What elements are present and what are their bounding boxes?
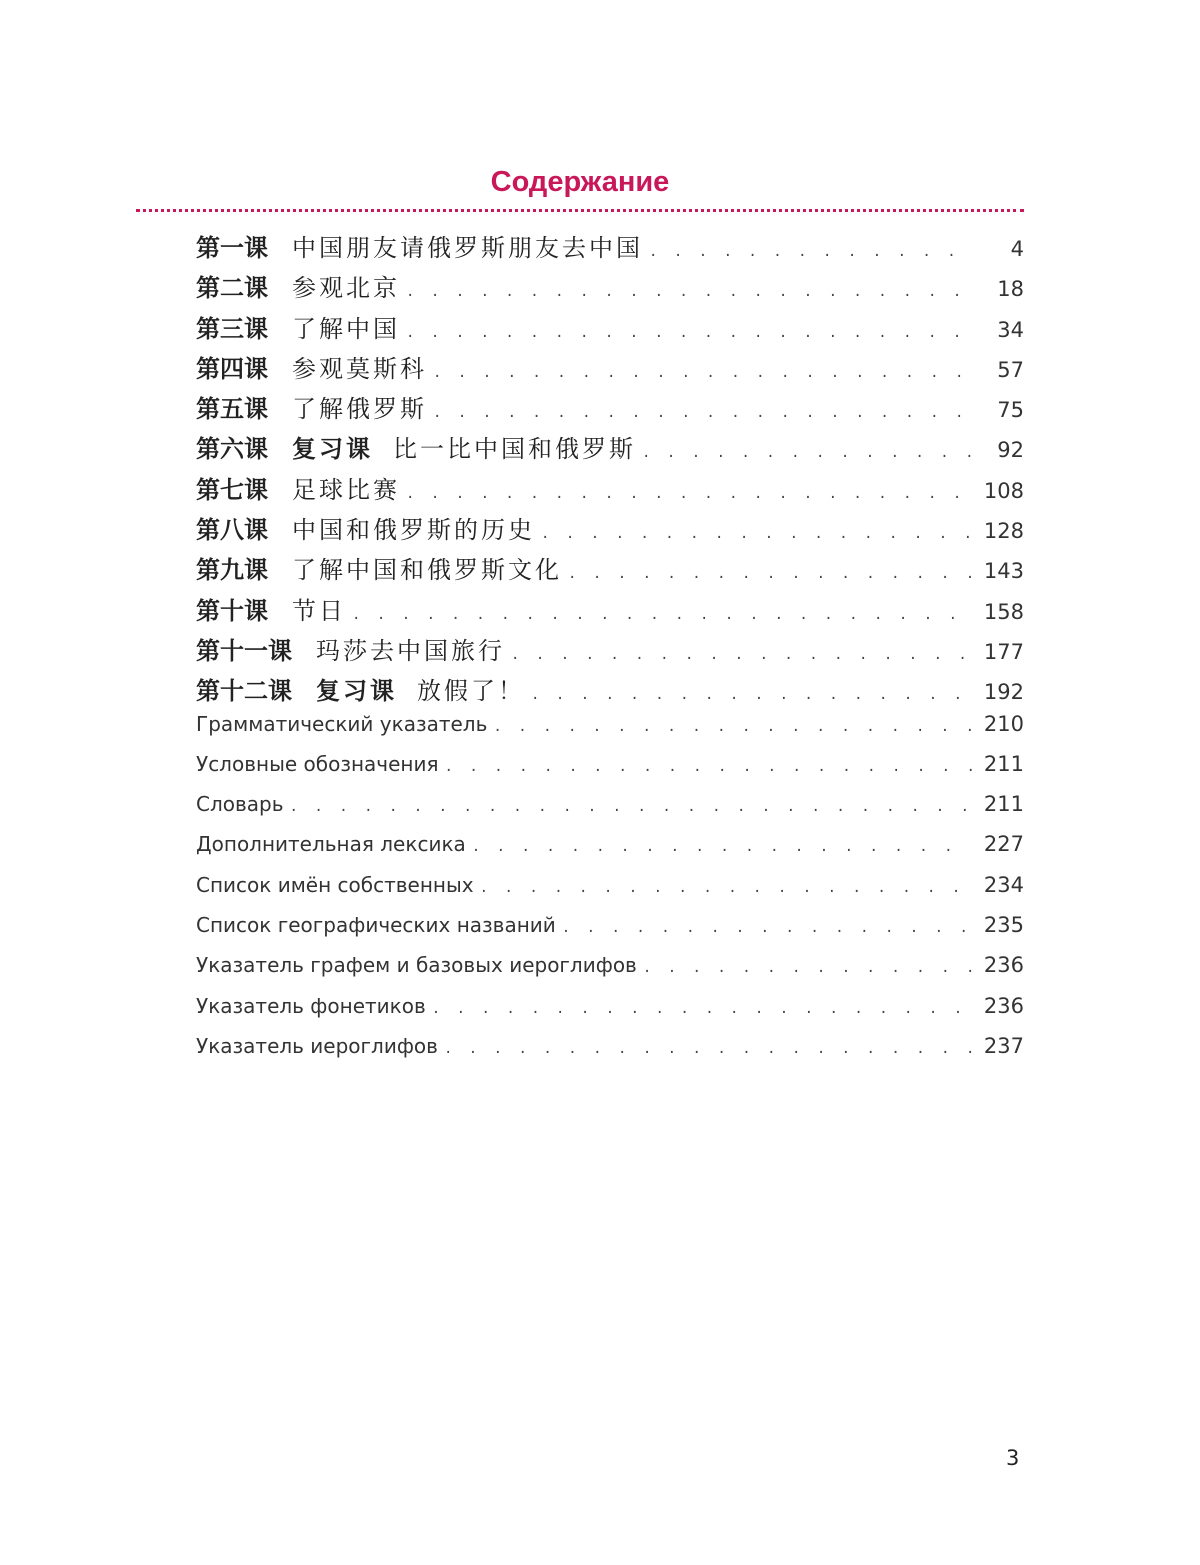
toc-entry-lesson-4[interactable]	[196, 349, 1024, 389]
appendix-title: Указатель фонетиков	[196, 993, 426, 1018]
lesson-label: 第二课	[196, 273, 268, 303]
toc-entry-grapheme-index[interactable]	[196, 953, 1024, 993]
dot-leader	[541, 526, 972, 542]
dot-leader	[290, 799, 972, 815]
page-title: Содержание	[490, 166, 670, 198]
lesson-subtitle: 复习课	[316, 676, 397, 706]
appendix-title: Список географических названий	[196, 913, 556, 938]
page-number: 108	[983, 478, 1024, 503]
page-number: 192	[983, 680, 1024, 705]
page-number: 211	[983, 751, 1024, 776]
lesson-title: 参观北京	[292, 274, 400, 303]
page-number: 92	[997, 438, 1024, 463]
dot-leader	[406, 486, 972, 502]
page-number: 237	[983, 1033, 1024, 1058]
dot-leader	[444, 1041, 972, 1057]
lesson-title: 中国和俄罗斯的历史	[292, 516, 535, 545]
lesson-title: 中国朋友请俄罗斯朋友去中国	[292, 234, 643, 262]
lesson-label: 第十二课	[196, 676, 292, 706]
page-number: 57	[997, 357, 1024, 382]
lesson-title: 了解俄罗斯	[292, 395, 427, 424]
dot-leader	[649, 244, 972, 260]
page-number: 143	[983, 559, 1024, 584]
dot-leader	[480, 880, 972, 896]
appendix-title: Список имён собственных	[196, 872, 474, 897]
toc-entry-lesson-6[interactable]	[196, 429, 1024, 469]
page-number: 34	[997, 317, 1024, 342]
dot-leader	[568, 566, 972, 582]
dot-leader	[406, 284, 972, 300]
toc-entry-dictionary[interactable]	[196, 792, 1024, 832]
lesson-title: 足球比赛	[292, 475, 400, 504]
dot-leader	[493, 719, 972, 735]
dot-leader	[472, 839, 972, 855]
toc-entry-geographic-names[interactable]	[196, 913, 1024, 953]
dot-leader	[562, 920, 972, 936]
page-number: 235	[983, 913, 1024, 938]
lesson-subtitle: 复习课	[292, 434, 373, 464]
dot-leader	[643, 960, 972, 976]
toc-entry-lesson-9[interactable]	[196, 550, 1024, 590]
page-number: 210	[983, 711, 1024, 736]
toc-entry-phonetic-index[interactable]	[196, 994, 1024, 1034]
table-of-contents	[196, 228, 1024, 1074]
page-number: 236	[983, 953, 1024, 978]
toc-entry-lesson-2[interactable]	[196, 268, 1024, 308]
dot-leader	[642, 445, 972, 461]
page-number: 177	[983, 639, 1024, 664]
toc-entry-extra-vocabulary[interactable]	[196, 832, 1024, 872]
lesson-label: 第四课	[196, 353, 268, 383]
toc-entry-legend[interactable]	[196, 752, 1024, 792]
lesson-label: 第一课	[196, 233, 268, 262]
toc-entry-lesson-7[interactable]	[196, 470, 1024, 510]
page-number: 227	[983, 832, 1024, 857]
dot-leader	[406, 325, 972, 341]
lesson-label: 第十课	[196, 595, 268, 625]
title-dotted-rule	[136, 209, 1024, 212]
lesson-title: 比一比中国和俄罗斯	[393, 435, 636, 464]
lesson-label: 第六课	[196, 434, 268, 464]
toc-entry-lesson-1[interactable]	[196, 228, 1024, 268]
dot-leader	[433, 405, 972, 421]
appendix-title: Указатель иероглифов	[196, 1033, 438, 1058]
lesson-label: 第三课	[196, 313, 268, 343]
toc-entry-lesson-12[interactable]	[196, 671, 1024, 711]
page-number: 18	[997, 277, 1024, 302]
toc-entry-lesson-8[interactable]	[196, 510, 1024, 550]
lesson-label: 第九课	[196, 555, 268, 585]
lesson-title: 参观莫斯科	[292, 354, 427, 383]
toc-entry-lesson-3[interactable]	[196, 309, 1024, 349]
page-number: 158	[983, 599, 1024, 624]
page-number: 234	[983, 872, 1024, 897]
toc-entry-lesson-10[interactable]	[196, 591, 1024, 631]
lesson-title: 了解中国	[292, 314, 400, 343]
appendix-title: Грамматический указатель	[196, 711, 488, 736]
lesson-title: 节日	[292, 596, 346, 625]
lesson-title: 玛莎去中国旅行	[316, 636, 505, 665]
lesson-label: 第八课	[196, 515, 268, 545]
lesson-title: 了解中国和俄罗斯文化	[292, 556, 562, 585]
lesson-label: 第七课	[196, 474, 268, 504]
dot-leader	[531, 687, 972, 703]
page-number: 75	[997, 398, 1024, 423]
dot-leader	[352, 607, 972, 623]
toc-entry-character-index[interactable]	[196, 1034, 1024, 1074]
dot-leader	[445, 759, 972, 775]
appendix-title: Условные обозначения	[196, 751, 439, 776]
lesson-label: 第十一课	[196, 635, 292, 665]
toc-entry-lesson-5[interactable]	[196, 389, 1024, 429]
toc-entry-proper-names[interactable]	[196, 873, 1024, 913]
dot-leader	[433, 365, 972, 381]
toc-entry-lesson-11[interactable]	[196, 631, 1024, 671]
page-number: 236	[983, 993, 1024, 1018]
page-number: 128	[983, 519, 1024, 544]
appendix-title: Словарь	[196, 792, 284, 817]
appendix-title: Указатель графем и базовых иероглифов	[196, 953, 637, 978]
toc-entry-grammar-index[interactable]	[196, 712, 1024, 752]
folio-page-number: 3	[1006, 1446, 1020, 1470]
lesson-title: 放假了！	[417, 677, 525, 706]
page-number: 4	[1010, 237, 1024, 261]
lesson-label: 第五课	[196, 394, 268, 424]
dot-leader	[511, 647, 972, 663]
appendix-title: Дополнительная лексика	[196, 832, 466, 857]
dot-leader	[432, 1001, 972, 1017]
page-number: 211	[983, 792, 1024, 817]
